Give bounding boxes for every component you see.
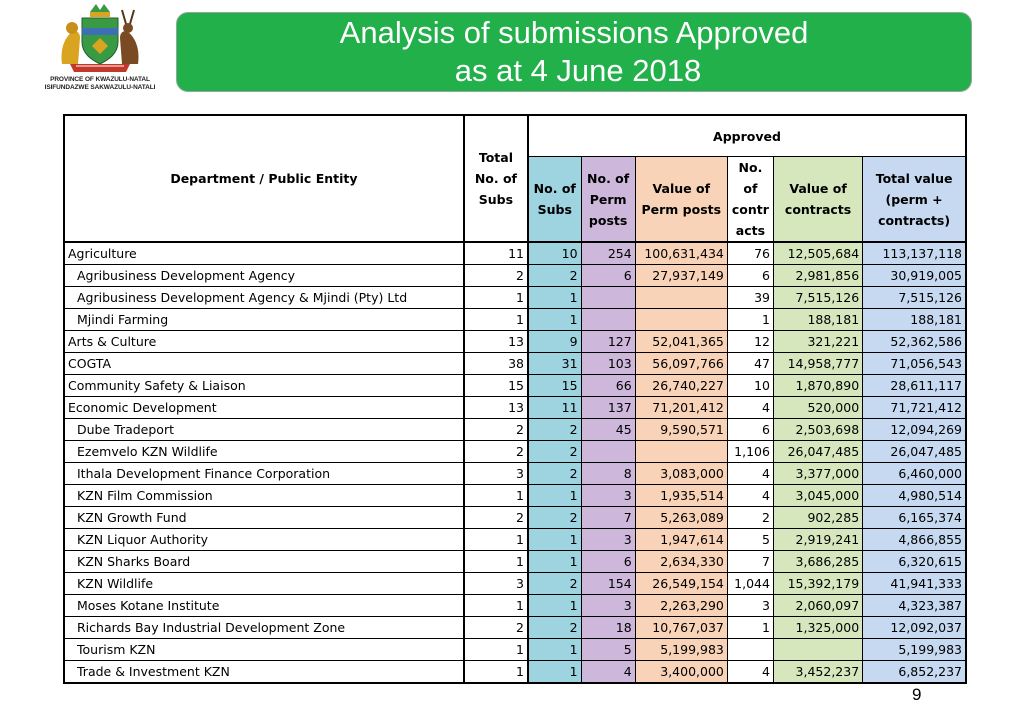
row-no-of-contracts: 12 (727, 331, 773, 353)
row-no-of-subs: 2 (528, 419, 581, 441)
table-row (64, 353, 966, 375)
row-department: Dube Tradeport (64, 419, 464, 441)
row-total-subs: 13 (464, 397, 528, 419)
row-no-of-contracts: 1,106 (727, 441, 773, 463)
row-perm-posts: 127 (581, 331, 635, 353)
row-value-contracts: 188,181 (773, 309, 862, 331)
row-total-subs: 1 (464, 309, 528, 331)
row-perm-posts: 103 (581, 353, 635, 375)
row-total-subs: 1 (464, 661, 528, 684)
row-department: Economic Development (64, 397, 464, 419)
row-total-subs: 2 (464, 507, 528, 529)
row-perm-posts: 6 (581, 551, 635, 573)
header-no-of-contracts: No. of contr acts (727, 157, 773, 243)
row-perm-posts: 254 (581, 242, 635, 265)
row-no-of-subs: 1 (528, 287, 581, 309)
row-no-of-subs: 2 (528, 463, 581, 485)
row-value-contracts: 15,392,179 (773, 573, 862, 595)
title-line-2: as at 4 June 2018 (454, 53, 702, 88)
row-total-value: 188,181 (863, 309, 966, 331)
row-total-subs: 13 (464, 331, 528, 353)
row-perm-posts: 45 (581, 419, 635, 441)
row-no-of-subs: 15 (528, 375, 581, 397)
table-row (64, 463, 966, 485)
row-no-of-subs: 2 (528, 441, 581, 463)
row-no-of-contracts: 2 (727, 507, 773, 529)
row-value-contracts: 3,377,000 (773, 463, 862, 485)
row-department: Ezemvelo KZN Wildlife (64, 441, 464, 463)
table-row (64, 507, 966, 529)
row-value-perm-posts: 26,740,227 (635, 375, 727, 397)
row-total-subs: 1 (464, 595, 528, 617)
row-value-perm-posts: 1,947,614 (635, 529, 727, 551)
row-no-of-contracts: 3 (727, 595, 773, 617)
row-perm-posts: 4 (581, 661, 635, 684)
row-no-of-contracts: 4 (727, 397, 773, 419)
row-value-perm-posts: 1,935,514 (635, 485, 727, 507)
row-no-of-contracts: 47 (727, 353, 773, 375)
row-perm-posts: 8 (581, 463, 635, 485)
row-no-of-contracts: 4 (727, 661, 773, 684)
row-total-subs: 2 (464, 265, 528, 287)
row-value-contracts: 2,060,097 (773, 595, 862, 617)
row-value-contracts: 14,958,777 (773, 353, 862, 375)
row-department: COGTA (64, 353, 464, 375)
row-value-perm-posts (635, 441, 727, 463)
row-perm-posts: 18 (581, 617, 635, 639)
row-total-value: 28,611,117 (863, 375, 966, 397)
row-total-subs: 3 (464, 573, 528, 595)
row-total-value: 5,199,983 (863, 639, 966, 661)
header-total-subs: Total No. of Subs (464, 115, 528, 242)
row-total-subs: 2 (464, 617, 528, 639)
row-no-of-contracts: 10 (727, 375, 773, 397)
row-no-of-contracts: 4 (727, 463, 773, 485)
row-total-value: 6,320,615 (863, 551, 966, 573)
row-perm-posts (581, 309, 635, 331)
table-row (64, 661, 966, 684)
row-total-value: 12,092,037 (863, 617, 966, 639)
row-perm-posts: 137 (581, 397, 635, 419)
row-department: KZN Growth Fund (64, 507, 464, 529)
table-row (64, 375, 966, 397)
row-department: Agribusiness Development Agency (64, 265, 464, 287)
row-department: Ithala Development Finance Corporation (64, 463, 464, 485)
row-department: Arts & Culture (64, 331, 464, 353)
table-row (64, 309, 966, 331)
row-no-of-contracts: 4 (727, 485, 773, 507)
row-no-of-subs: 2 (528, 573, 581, 595)
table-row (64, 529, 966, 551)
row-total-subs: 2 (464, 419, 528, 441)
row-total-value: 41,941,333 (863, 573, 966, 595)
row-department: Agribusiness Development Agency & Mjindi (Pty) Ltd (64, 287, 464, 309)
submissions-table (63, 114, 967, 684)
row-no-of-subs: 1 (528, 485, 581, 507)
row-total-value: 71,721,412 (863, 397, 966, 419)
table-row (64, 595, 966, 617)
page-number: 9 (912, 685, 922, 704)
row-no-of-subs: 1 (528, 551, 581, 573)
row-total-value: 113,137,118 (863, 242, 966, 265)
row-no-of-contracts: 6 (727, 419, 773, 441)
row-no-of-subs: 2 (528, 617, 581, 639)
header-total-value: Total value (perm + contracts) (863, 157, 966, 243)
row-no-of-contracts: 6 (727, 265, 773, 287)
province-logo (38, 2, 162, 94)
row-total-subs: 2 (464, 441, 528, 463)
row-value-perm-posts: 100,631,434 (635, 242, 727, 265)
table-row (64, 419, 966, 441)
row-value-contracts: 2,919,241 (773, 529, 862, 551)
row-no-of-subs: 11 (528, 397, 581, 419)
table-row (64, 397, 966, 419)
row-no-of-contracts (727, 639, 773, 661)
row-total-subs: 1 (464, 639, 528, 661)
row-department: KZN Sharks Board (64, 551, 464, 573)
row-value-perm-posts: 56,097,766 (635, 353, 727, 375)
row-total-value: 4,980,514 (863, 485, 966, 507)
row-department: Trade & Investment KZN (64, 661, 464, 684)
table-row (64, 485, 966, 507)
row-department: KZN Liquor Authority (64, 529, 464, 551)
row-value-perm-posts: 2,634,330 (635, 551, 727, 573)
row-value-perm-posts: 5,199,983 (635, 639, 727, 661)
row-no-of-subs: 9 (528, 331, 581, 353)
row-value-perm-posts (635, 309, 727, 331)
row-value-perm-posts: 9,590,571 (635, 419, 727, 441)
row-no-of-contracts: 1,044 (727, 573, 773, 595)
header-approved: Approved (528, 115, 966, 157)
title-line-1: Analysis of submissions Approved (339, 15, 809, 50)
table-row (64, 617, 966, 639)
row-perm-posts: 3 (581, 485, 635, 507)
row-value-contracts: 1,870,890 (773, 375, 862, 397)
row-value-contracts: 7,515,126 (773, 287, 862, 309)
row-value-contracts (773, 639, 862, 661)
row-value-perm-posts: 3,400,000 (635, 661, 727, 684)
header-department: Department / Public Entity (64, 115, 464, 242)
row-department: Moses Kotane Institute (64, 595, 464, 617)
row-value-perm-posts (635, 287, 727, 309)
row-no-of-subs: 31 (528, 353, 581, 375)
table-row (64, 551, 966, 573)
row-total-subs: 11 (464, 242, 528, 265)
row-total-value: 26,047,485 (863, 441, 966, 463)
row-total-subs: 15 (464, 375, 528, 397)
row-no-of-subs: 2 (528, 507, 581, 529)
table-row (64, 573, 966, 595)
row-no-of-contracts: 76 (727, 242, 773, 265)
row-perm-posts: 3 (581, 595, 635, 617)
row-total-value: 4,323,387 (863, 595, 966, 617)
row-value-contracts: 520,000 (773, 397, 862, 419)
row-value-perm-posts: 71,201,412 (635, 397, 727, 419)
row-value-perm-posts: 52,041,365 (635, 331, 727, 353)
header-no-of-perm-posts: No. of Perm posts (581, 157, 635, 243)
row-department: Community Safety & Liaison (64, 375, 464, 397)
row-value-contracts: 26,047,485 (773, 441, 862, 463)
logo-text-english: PROVINCE OF KWAZULU-NATAL (50, 76, 150, 83)
row-value-contracts: 902,285 (773, 507, 862, 529)
row-value-perm-posts: 10,767,037 (635, 617, 727, 639)
row-value-perm-posts: 27,937,149 (635, 265, 727, 287)
row-department: KZN Wildlife (64, 573, 464, 595)
row-no-of-contracts: 7 (727, 551, 773, 573)
row-value-contracts: 3,045,000 (773, 485, 862, 507)
row-perm-posts (581, 287, 635, 309)
row-total-value: 12,094,269 (863, 419, 966, 441)
row-department: Richards Bay Industrial Development Zone (64, 617, 464, 639)
header-value-of-contracts: Value of contracts (773, 157, 862, 243)
row-perm-posts: 66 (581, 375, 635, 397)
header-no-of-subs: No. of Subs (528, 157, 581, 243)
title-banner (176, 12, 972, 92)
coat-of-arms-icon (56, 2, 144, 74)
row-value-perm-posts: 2,263,290 (635, 595, 727, 617)
logo-text-zulu: ISIFUNDAZWE SAKWAZULU-NATALI (44, 84, 156, 91)
row-total-value: 6,460,000 (863, 463, 966, 485)
row-total-subs: 3 (464, 463, 528, 485)
row-value-contracts: 3,686,285 (773, 551, 862, 573)
row-perm-posts: 6 (581, 265, 635, 287)
row-value-contracts: 2,503,698 (773, 419, 862, 441)
table-row (64, 265, 966, 287)
row-perm-posts: 5 (581, 639, 635, 661)
row-no-of-subs: 1 (528, 639, 581, 661)
table-row (64, 287, 966, 309)
row-value-perm-posts: 5,263,089 (635, 507, 727, 529)
row-value-contracts: 1,325,000 (773, 617, 862, 639)
row-department: Tourism KZN (64, 639, 464, 661)
row-no-of-contracts: 5 (727, 529, 773, 551)
table-row (64, 331, 966, 353)
row-no-of-contracts: 1 (727, 617, 773, 639)
row-total-value: 6,852,237 (863, 661, 966, 684)
row-total-value: 52,362,586 (863, 331, 966, 353)
row-total-value: 6,165,374 (863, 507, 966, 529)
row-department: KZN Film Commission (64, 485, 464, 507)
row-no-of-subs: 1 (528, 661, 581, 684)
row-perm-posts: 3 (581, 529, 635, 551)
row-department: Mjindi Farming (64, 309, 464, 331)
row-no-of-subs: 10 (528, 242, 581, 265)
row-total-subs: 1 (464, 485, 528, 507)
row-value-contracts: 12,505,684 (773, 242, 862, 265)
row-no-of-subs: 1 (528, 529, 581, 551)
row-value-perm-posts: 26,549,154 (635, 573, 727, 595)
row-perm-posts: 154 (581, 573, 635, 595)
row-total-subs: 1 (464, 287, 528, 309)
row-value-perm-posts: 3,083,000 (635, 463, 727, 485)
table-row (64, 242, 966, 265)
row-total-value: 4,866,855 (863, 529, 966, 551)
table-row (64, 441, 966, 463)
row-total-value: 30,919,005 (863, 265, 966, 287)
row-perm-posts (581, 441, 635, 463)
row-no-of-subs: 1 (528, 595, 581, 617)
row-total-subs: 1 (464, 529, 528, 551)
row-no-of-subs: 2 (528, 265, 581, 287)
row-department: Agriculture (64, 242, 464, 265)
row-total-value: 71,056,543 (863, 353, 966, 375)
row-perm-posts: 7 (581, 507, 635, 529)
row-total-subs: 1 (464, 551, 528, 573)
row-no-of-subs: 1 (528, 309, 581, 331)
row-total-value: 7,515,126 (863, 287, 966, 309)
table-row (64, 639, 966, 661)
row-value-contracts: 2,981,856 (773, 265, 862, 287)
row-value-contracts: 321,221 (773, 331, 862, 353)
row-no-of-contracts: 1 (727, 309, 773, 331)
row-total-subs: 38 (464, 353, 528, 375)
row-value-contracts: 3,452,237 (773, 661, 862, 684)
header-value-of-perm-posts: Value of Perm posts (635, 157, 727, 243)
row-no-of-contracts: 39 (727, 287, 773, 309)
